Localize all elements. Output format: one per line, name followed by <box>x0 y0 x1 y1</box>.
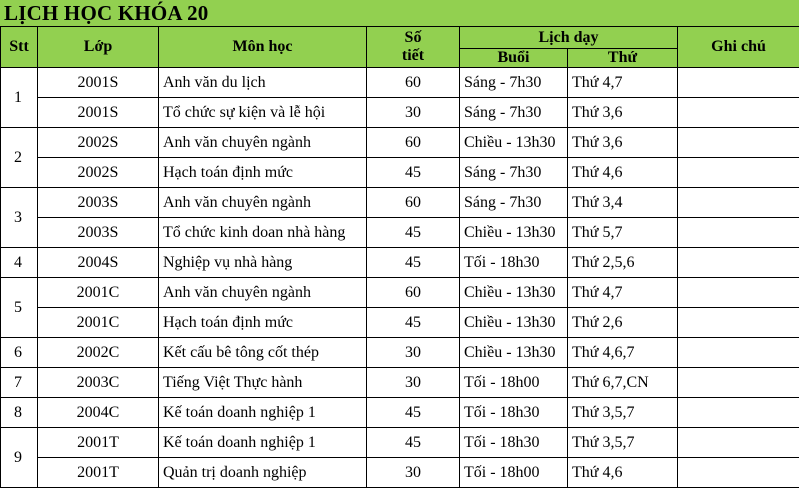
cell-thu[interactable]: Thứ 4,7 <box>568 68 678 98</box>
cell-stt[interactable]: 3 <box>1 188 38 248</box>
cell-lop[interactable]: 2002S <box>38 128 159 158</box>
cell-so-tiet[interactable]: 60 <box>367 188 460 218</box>
header-ghi-chu: Ghi chú <box>678 27 799 68</box>
cell-mon-hoc[interactable]: Nghiệp vụ nhà hàng <box>159 248 367 278</box>
schedule-body <box>1 68 799 488</box>
table-row <box>1 458 799 488</box>
table-row <box>1 158 799 188</box>
cell-lop[interactable]: 2003C <box>38 368 159 398</box>
cell-buoi[interactable]: Sáng - 7h30 <box>460 188 568 218</box>
cell-ghi-chu[interactable] <box>678 128 799 158</box>
cell-mon-hoc[interactable]: Hạch toán định mức <box>159 158 367 188</box>
cell-buoi[interactable]: Sáng - 7h30 <box>460 98 568 128</box>
cell-mon-hoc[interactable]: Anh văn chuyên ngành <box>159 278 367 308</box>
cell-mon-hoc[interactable]: Anh văn chuyên ngành <box>159 128 367 158</box>
cell-so-tiet[interactable]: 30 <box>367 338 460 368</box>
cell-thu[interactable]: Thứ 3,6 <box>568 98 678 128</box>
cell-ghi-chu[interactable] <box>678 98 799 128</box>
header-lich-day: Lịch dạy <box>460 27 678 49</box>
cell-ghi-chu[interactable] <box>678 368 799 398</box>
cell-lop[interactable]: 2001T <box>38 428 159 458</box>
cell-mon-hoc[interactable]: Kết cấu bê tông cốt thép <box>159 338 367 368</box>
cell-buoi[interactable]: Tối - 18h30 <box>460 398 568 428</box>
table-row <box>1 248 799 278</box>
cell-ghi-chu[interactable] <box>678 398 799 428</box>
table-row <box>1 98 799 128</box>
cell-buoi[interactable]: Sáng - 7h30 <box>460 68 568 98</box>
table-row <box>1 308 799 338</box>
cell-lop[interactable]: 2003S <box>38 188 159 218</box>
cell-so-tiet[interactable]: 45 <box>367 218 460 248</box>
cell-mon-hoc[interactable]: Tiếng Việt Thực hành <box>159 368 367 398</box>
cell-so-tiet[interactable]: 45 <box>367 158 460 188</box>
cell-so-tiet[interactable]: 60 <box>367 128 460 158</box>
cell-stt[interactable]: 9 <box>1 428 38 488</box>
cell-thu[interactable]: Thứ 4,6,7 <box>568 338 678 368</box>
cell-mon-hoc[interactable]: Hạch toán định mức <box>159 308 367 338</box>
cell-mon-hoc[interactable]: Tổ chức sự kiện và lễ hội <box>159 98 367 128</box>
cell-so-tiet[interactable]: 60 <box>367 278 460 308</box>
cell-so-tiet[interactable]: 45 <box>367 398 460 428</box>
cell-stt[interactable]: 1 <box>1 68 38 128</box>
cell-thu[interactable]: Thứ 4,6 <box>568 158 678 188</box>
title-bar <box>0 0 799 27</box>
cell-ghi-chu[interactable] <box>678 338 799 368</box>
schedule-table <box>0 26 799 488</box>
cell-so-tiet[interactable]: 30 <box>367 458 460 488</box>
cell-lop[interactable]: 2004S <box>38 248 159 278</box>
table-row <box>1 68 799 98</box>
cell-mon-hoc[interactable]: Tổ chức kinh doan nhà hàng <box>159 218 367 248</box>
cell-buoi[interactable]: Chiều - 13h30 <box>460 218 568 248</box>
cell-stt[interactable]: 2 <box>1 128 38 188</box>
table-row <box>1 338 799 368</box>
cell-so-tiet[interactable]: 45 <box>367 308 460 338</box>
cell-ghi-chu[interactable] <box>678 188 799 218</box>
cell-buoi[interactable]: Tối - 18h00 <box>460 368 568 398</box>
cell-so-tiet[interactable]: 30 <box>367 98 460 128</box>
cell-ghi-chu[interactable] <box>678 248 799 278</box>
table-row <box>1 278 799 308</box>
cell-stt[interactable]: 5 <box>1 278 38 338</box>
header-so-tiet <box>367 27 460 68</box>
cell-lop[interactable]: 2003S <box>38 218 159 248</box>
cell-lop[interactable]: 2002C <box>38 338 159 368</box>
cell-thu[interactable]: Thứ 6,7,CN <box>568 368 678 398</box>
cell-thu[interactable]: Thứ 2,5,6 <box>568 248 678 278</box>
cell-stt[interactable]: 7 <box>1 368 38 398</box>
cell-ghi-chu[interactable] <box>678 428 799 458</box>
header-row-1 <box>1 27 799 49</box>
table-row <box>1 368 799 398</box>
header-mon-hoc: Môn học <box>159 27 367 68</box>
table-row <box>1 218 799 248</box>
cell-ghi-chu[interactable] <box>678 68 799 98</box>
cell-buoi[interactable]: Sáng - 7h30 <box>460 158 568 188</box>
cell-ghi-chu[interactable] <box>678 308 799 338</box>
cell-thu[interactable]: Thứ 3,4 <box>568 188 678 218</box>
cell-buoi[interactable]: Tối - 18h00 <box>460 458 568 488</box>
cell-thu[interactable]: Thứ 3,5,7 <box>568 398 678 428</box>
cell-ghi-chu[interactable] <box>678 158 799 188</box>
cell-buoi[interactable]: Tối - 18h30 <box>460 248 568 278</box>
header-buoi: Buổi <box>460 49 568 68</box>
sheet-title: LỊCH HỌC KHÓA 20 <box>4 1 209 25</box>
cell-so-tiet[interactable]: 45 <box>367 428 460 458</box>
cell-mon-hoc[interactable]: Anh văn du lịch <box>159 68 367 98</box>
cell-lop[interactable]: 2001S <box>38 98 159 128</box>
cell-buoi[interactable]: Chiều - 13h30 <box>460 128 568 158</box>
table-row <box>1 398 799 428</box>
cell-so-tiet[interactable]: 45 <box>367 248 460 278</box>
table-row <box>1 128 799 158</box>
cell-stt[interactable]: 6 <box>1 338 38 368</box>
cell-stt[interactable]: 4 <box>1 248 38 278</box>
cell-buoi[interactable]: Chiều - 13h30 <box>460 278 568 308</box>
cell-lop[interactable]: 2004C <box>38 398 159 428</box>
cell-thu[interactable]: Thứ 3,5,7 <box>568 428 678 458</box>
cell-so-tiet[interactable]: 60 <box>367 68 460 98</box>
header-so-tiet-line-1: Số <box>404 29 422 46</box>
cell-lop[interactable]: 2001C <box>38 308 159 338</box>
cell-thu[interactable]: Thứ 5,7 <box>568 218 678 248</box>
cell-lop[interactable]: 2001C <box>38 278 159 308</box>
table-row <box>1 188 799 218</box>
cell-ghi-chu[interactable] <box>678 278 799 308</box>
header-stt: Stt <box>1 27 38 68</box>
cell-buoi[interactable]: Chiều - 13h30 <box>460 308 568 338</box>
cell-buoi[interactable]: Tối - 18h30 <box>460 428 568 458</box>
cell-so-tiet[interactable]: 30 <box>367 368 460 398</box>
cell-thu[interactable]: Thứ 4,7 <box>568 278 678 308</box>
cell-mon-hoc[interactable]: Anh văn chuyên ngành <box>159 188 367 218</box>
table-row <box>1 428 799 458</box>
cell-ghi-chu[interactable] <box>678 218 799 248</box>
cell-mon-hoc[interactable]: Quản trị doanh nghiệp <box>159 458 367 488</box>
cell-thu[interactable]: Thứ 2,6 <box>568 308 678 338</box>
cell-lop[interactable]: 2001T <box>38 458 159 488</box>
cell-lop[interactable]: 2001S <box>38 68 159 98</box>
cell-mon-hoc[interactable]: Kế toán doanh nghiệp 1 <box>159 398 367 428</box>
cell-lop[interactable]: 2002S <box>38 158 159 188</box>
cell-ghi-chu[interactable] <box>678 458 799 488</box>
cell-mon-hoc[interactable]: Kế toán doanh nghiệp 1 <box>159 428 367 458</box>
header-lop: Lớp <box>38 27 159 68</box>
cell-buoi[interactable]: Chiều - 13h30 <box>460 338 568 368</box>
cell-thu[interactable]: Thứ 4,6 <box>568 458 678 488</box>
cell-thu[interactable]: Thứ 3,6 <box>568 128 678 158</box>
header-thu: Thứ <box>568 49 678 68</box>
cell-stt[interactable]: 8 <box>1 398 38 428</box>
header-so-tiet-line-2: tiết <box>401 47 425 64</box>
